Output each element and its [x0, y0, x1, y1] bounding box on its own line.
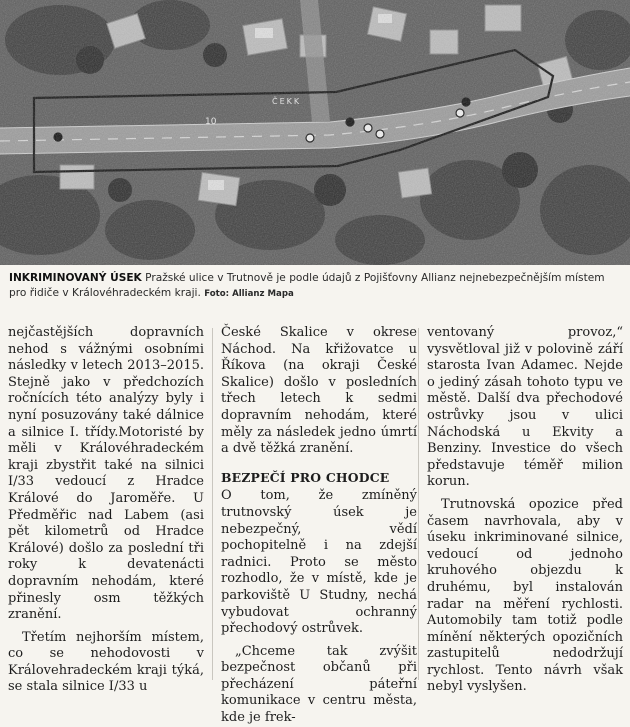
article-paragraph: Trutnovská opozice před časem navrhovala, aby v úseku inkriminované silnice, vedoucí od jednoho kruhového objezdu k druhému, byl instalován radar na měření rychlosti. Automobily tam totiž podle mínění některých opozičních zastupitelů nedodržují rychlost. Tento návrh však nebyl vyslyšen. [427, 496, 623, 695]
photo-credit: Foto: Allianz Mapa [204, 289, 294, 299]
column-divider [418, 328, 419, 680]
caption-text: Pražské ulice v Trutnově je podle údajů z Pojišťovny Allianz nejnebezpečnějším místem pro řidiče v Královéhradeckém kraji. [9, 272, 605, 299]
article-paragraph: České Skalice v okrese Náchod. Na křižovatce u Říkova (na okraji České Skalice) došlo v posledních třech letech k sedmi dopravním nehodám, které měly za následek jedno úmrtí a dvě těžká zranění. [221, 325, 417, 457]
article-column-2 [221, 325, 417, 727]
section-subheading: BEZPEČÍ PRO CHODCE [221, 469, 390, 485]
article-paragraph: Třetím nejhorším místem, co se nehodovosti v Královehradeckém kraji týká, se stala silnice I/33 u [8, 629, 204, 695]
column-divider [212, 328, 213, 680]
article-paragraph: „Chceme tak zvýšit bezpečnost občanů při přecházení páteřní komunikace v centru města, kde je frek- [221, 643, 417, 726]
aerial-map-illustration [0, 0, 630, 265]
article-column-3 [427, 325, 623, 696]
article-column-1 [8, 325, 204, 696]
aerial-map-photo [0, 0, 630, 265]
caption-kicker: INKRIMINOVANÝ ÚSEK [9, 272, 142, 284]
article-paragraph: nejčastějších dopravních nehod s vážnými osobními následky v letech 2013–2015. Stejně jako v předchozích ročnících této analýzy byly i nyní posuzovány také dálnice a silnice I. třídy.Motoristé by měli v Královéhradeckém kraji zbystřit také na silnici I/33 vedoucí z Hradce Králové do Jaroměře. U Předměřic nad Labem (asi pět kilometrů od Hradce Králové) došlo za poslední tři roky k devatenácti dopravním nehodám, které přinesly osm těžkých zranění. [8, 325, 204, 623]
article-paragraph: ventovaný provoz,“ vysvětloval již v polovině září starosta Ivan Adamec. Nejde o jediný zásah tohoto typu ve městě. Další dva přechodové ostrůvky jsou v ulici Náchodská u Ekvity a Benziny. Investice do všech představuje téměř milion korun. [427, 325, 623, 490]
article-paragraph: O tom, že zmíněný trutnovský úsek je nebezpečný, vědí pochopitelně i na zdejší radnici. Proto se město rozhodlo, že v místě, kde je parkoviště U Studny, nechá vybudovat ochranný přechodový ostrůvek. [221, 488, 417, 637]
photo-caption [9, 271, 623, 302]
